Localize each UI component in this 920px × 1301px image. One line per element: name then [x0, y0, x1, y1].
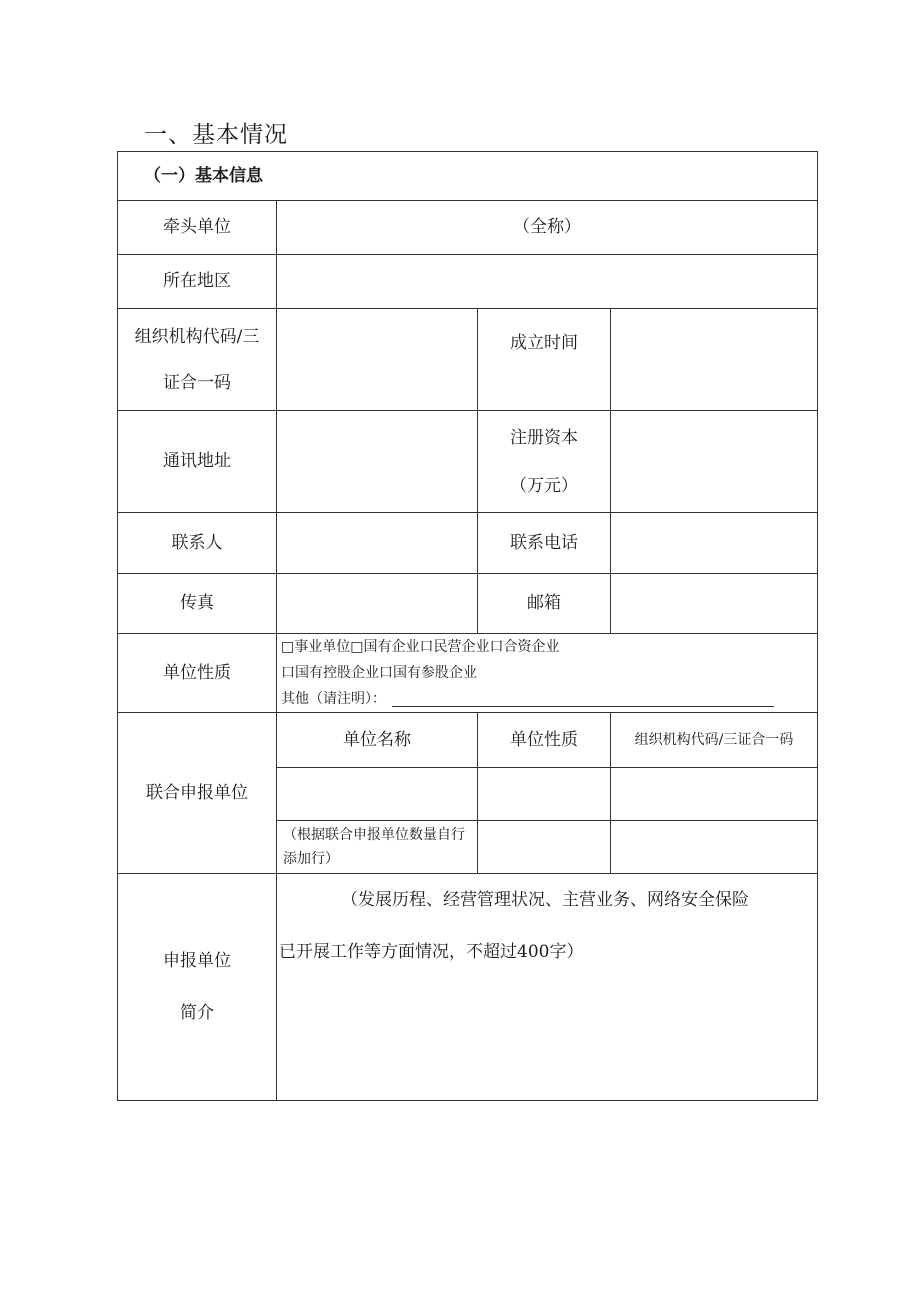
- section-title: 一、基本情况: [144, 122, 288, 148]
- region-label: 所在地区: [118, 255, 277, 309]
- intro-hint-line2: 已开展工作等方面情况，不超过400字）: [279, 942, 584, 962]
- org-code-label-line1: 组织机构代码/三: [134, 326, 260, 347]
- lead-unit-field[interactable]: （全称）: [277, 201, 818, 255]
- joint-row1-code[interactable]: [611, 768, 818, 821]
- joint-add-rows-note: （根据联合申报单位数量自行添加行）: [277, 821, 478, 874]
- unit-nature-options: [277, 634, 818, 713]
- org-code-label: [118, 309, 277, 411]
- address-label: 通讯地址: [118, 411, 277, 513]
- joint-header-nature: 单位性质: [478, 713, 611, 768]
- fax-label: 传真: [118, 574, 277, 634]
- unit-nature-options-line1[interactable]: □事业单位□国有企业口民营企业口合资企业: [281, 639, 560, 655]
- intro-label-line2: 简介: [180, 1003, 214, 1023]
- contact-label: 联系人: [118, 513, 277, 574]
- intro-field[interactable]: [277, 874, 818, 1101]
- joint-row2-nature[interactable]: [478, 821, 611, 874]
- org-code-label-line2: 证合一码: [163, 372, 231, 393]
- unit-nature-label: 单位性质: [118, 634, 277, 713]
- region-field[interactable]: [277, 255, 818, 309]
- org-code-field[interactable]: [277, 309, 478, 411]
- address-field[interactable]: [277, 411, 478, 513]
- email-field[interactable]: [611, 574, 818, 634]
- joint-header-code: 组织机构代码/三证合一码: [611, 713, 818, 768]
- subheading: （一）基本信息: [118, 152, 818, 201]
- joint-row1-name[interactable]: [277, 768, 478, 821]
- intro-label: [118, 874, 277, 1101]
- established-field[interactable]: [611, 309, 818, 411]
- unit-nature-other-label: 其他（请注明）：: [281, 691, 386, 707]
- email-label: 邮箱: [478, 574, 611, 634]
- joint-header-name: 单位名称: [277, 713, 478, 768]
- intro-label-line1: 申报单位: [163, 951, 231, 971]
- joint-row1-nature[interactable]: [478, 768, 611, 821]
- phone-label: 联系电话: [478, 513, 611, 574]
- contact-field[interactable]: [277, 513, 478, 574]
- joint-units-label: 联合申报单位: [118, 713, 277, 874]
- basic-info-table: [117, 151, 818, 1101]
- lead-unit-label: 牵头单位: [118, 201, 277, 255]
- established-label: 成立时间: [478, 309, 611, 411]
- capital-label-line2: （万元）: [510, 475, 578, 496]
- intro-hint-line1: （发展历程、经营管理状况、主营业务、网络安全保险: [341, 890, 749, 910]
- phone-field[interactable]: [611, 513, 818, 574]
- capital-field[interactable]: [611, 411, 818, 513]
- unit-nature-other: [281, 686, 813, 712]
- unit-nature-other-input[interactable]: [392, 692, 774, 707]
- fax-field[interactable]: [277, 574, 478, 634]
- joint-row2-code[interactable]: [611, 821, 818, 874]
- capital-label-line1: 注册资本: [510, 427, 578, 448]
- unit-nature-options-line2[interactable]: 口国有控股企业口国有参股企业: [281, 665, 477, 681]
- capital-label: [478, 411, 611, 513]
